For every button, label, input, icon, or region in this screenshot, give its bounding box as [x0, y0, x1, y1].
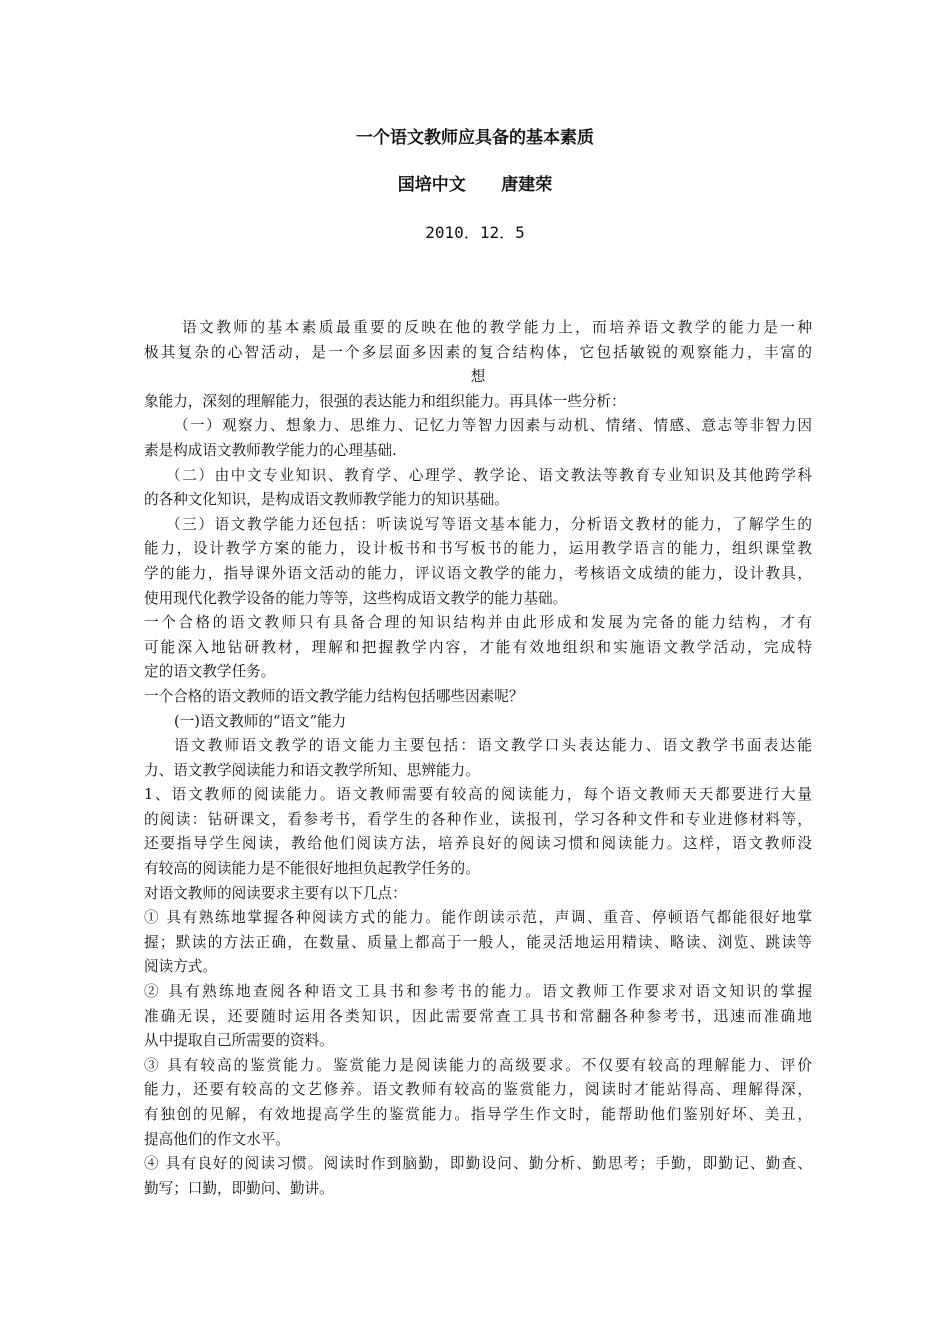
body-text-line: 使用现代化教学设备的能力等等，这些构成语文教学的能力基础。 — [144, 589, 568, 607]
body-text-line: 勤写；口勤，即勤问、勤讲。 — [144, 1179, 334, 1197]
body-text-line: ② 具有熟练地查阅各种语文工具书和参考书的能力。语文教师工作要求对语文知识的掌握 — [144, 983, 812, 1001]
body-text-line: 准确无误，还要随时运用各类知识，因此需要常查工具书和常翻各种参考书，迅速而准确地 — [144, 1007, 812, 1025]
body-text-line: 有较高的阅读能力是不能很好地担负起教学任务的。 — [144, 860, 480, 878]
body-text-line: ③ 具有较高的鉴赏能力。鉴赏能力是阅读能力的高级要求。不仅要有较高的理解能力、评价 — [144, 1056, 812, 1074]
body-text-line: （二）由中文专业知识、教育学、心理学、教学论、语文教法等教育专业知识及其他跨学科 — [166, 466, 812, 484]
body-text-line: 一个合格的语文教师只有具备合理的知识结构并由此形成和发展为完备的能力结构，才有 — [144, 614, 812, 632]
body-text-line: ④ 具有良好的阅读习惯。阅读时作到脑勤，即勤设问、勤分析、勤思考；手勤，即勤记、勤查、 — [144, 1155, 812, 1173]
body-text-line: 阅读方式。 — [144, 958, 217, 976]
body-text-line: 可能深入地钻研教材，理解和把握教学内容，才能有效地组织和实施语文教学活动，完成特 — [144, 638, 812, 656]
body-text-line: 一个合格的语文教师的语文教学能力结构包括哪些因素呢？ — [144, 687, 524, 705]
body-text-line: 语文教师语文教学的语文能力主要包括：语文教学口头表达能力、语文教学书面表达能 — [174, 737, 812, 755]
body-text-line: (一)语文教师的“语文”能力 — [174, 712, 347, 730]
body-text-line: 1、语文教师的阅读能力。语文教师需要有较高的阅读能力，每个语文教师天天都要进行大量 — [144, 786, 812, 804]
body-text-line: 握；默读的方法正确，在数量、质量上都高于一般人，能灵活地运用精读、略读、浏览、跳读等 — [144, 933, 812, 951]
body-text-line: （三）语文教学能力还包括：听读说写等语文基本能力，分析语文教材的能力，了解学生的 — [166, 515, 812, 533]
body-text-line: 力、语文教学阅读能力和语文教学所知、思辨能力。 — [144, 761, 480, 779]
body-text-line: 从中提取自己所需要的资料。 — [144, 1032, 334, 1050]
body-text-line: 象能力，深刻的理解能力，很强的表达能力和组织能力。再具体一些分析： — [144, 392, 626, 410]
body-text-line: 极其复杂的心智活动，是一个多层面多因素的复合结构体，它包括敏锐的观察能力，丰富的 — [144, 343, 812, 361]
body-text-line: 能力，还要有较高的文艺修养。语文教师有较高的鉴赏能力，阅读时才能站得高、理解得深， — [144, 1081, 812, 1099]
body-text-line: 定的语文教学任务。 — [144, 663, 276, 681]
body-text-line: 能力，设计教学方案的能力，设计板书和书写板书的能力，运用教学语言的能力，组织课堂教 — [144, 540, 812, 558]
body-text-line: 有独创的见解，有效地提高学生的鉴赏能力。指导学生作文时，能帮助他们鉴别好坏、美丑， — [144, 1106, 812, 1123]
body-text-line: 对语文教师的阅读要求主要有以下几点： — [144, 884, 407, 902]
body-text-line: 想 — [470, 368, 486, 386]
body-text-line: （一）观察力、想象力、思维力、记忆力等智力因素与动机、情绪、情感、意志等非智力因 — [174, 417, 812, 435]
body-text-line: 的阅读：钻研课文，看参考书，看学生的各种作业，读报刊，学习各种文件和专业进修材料等， — [144, 810, 812, 828]
document-body — [144, 316, 812, 1201]
body-text-line: 提高他们的作文水平。 — [144, 1130, 290, 1148]
body-text-line: ① 具有熟练地掌握各种阅读方式的能力。能作朗读示范，声调、重音、停顿语气都能很好地掌 — [144, 909, 812, 927]
body-text-line: 素是构成语文教师教学能力的心理基础. — [144, 441, 397, 459]
body-text-line: 语文教师的基本素质最重要的反映在他的教学能力上，而培养语文教学的能力是一种 — [182, 319, 812, 336]
body-text-line: 的各种文化知识，是构成语文教师教学能力的知识基础。 — [144, 491, 509, 509]
body-text-line: 还要指导学生阅读，教给他们阅读方法，培养良好的阅读习惯和阅读能力。这样，语文教师没 — [144, 835, 812, 853]
document-date: 2010．12．5 — [425, 223, 525, 242]
document-author: 国培中文 唐建荣 — [397, 175, 553, 195]
body-text-line: 学的能力，指导课外语文活动的能力，评议语文教学的能力，考核语文成绩的能力，设计教具， — [144, 564, 812, 582]
document-title: 一个语文教师应具备的基本素质 — [356, 128, 594, 148]
